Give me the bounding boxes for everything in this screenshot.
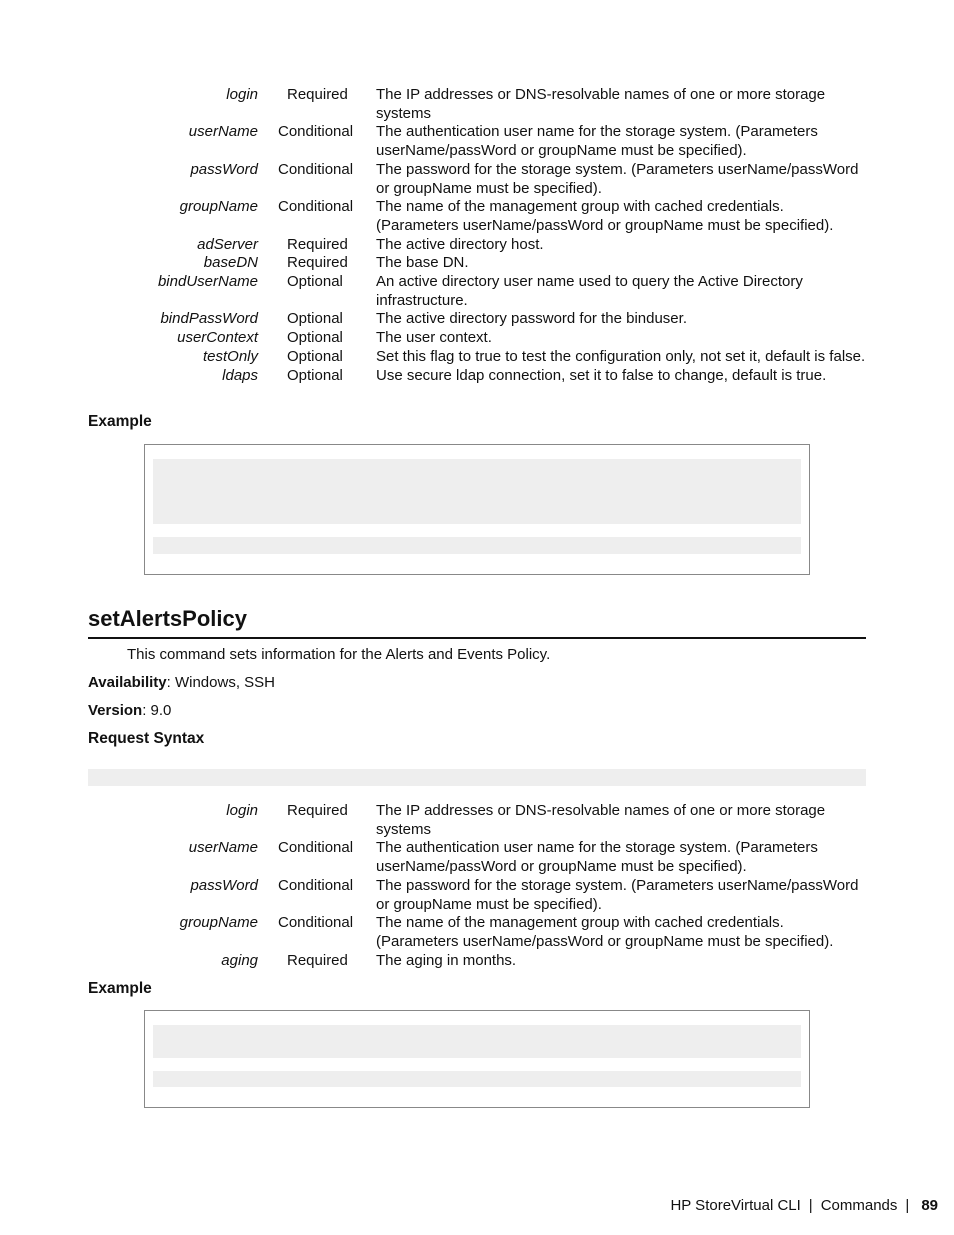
version-label: Version xyxy=(88,702,143,719)
section-rule xyxy=(88,637,866,639)
param-description: An active directory user name used to query the Active Directory infrastructure. xyxy=(376,273,803,309)
example-heading-1: Example xyxy=(88,413,152,430)
page-number: 89 xyxy=(921,1197,938,1214)
param-row xyxy=(88,161,868,198)
code-shade-block xyxy=(153,459,801,524)
param-description: The authentication user name for the storage system. (Parameters userName/passWord or groupName must be specified). xyxy=(376,123,818,160)
param-row xyxy=(88,86,868,123)
param-description: The base DN. xyxy=(376,254,469,272)
param-requirement: Required xyxy=(287,86,348,103)
param-description: The aging in months. xyxy=(376,951,517,969)
code-shade-line xyxy=(153,1071,801,1087)
param-row xyxy=(88,914,868,951)
param-name: userContext xyxy=(177,329,258,347)
param-name: passWord xyxy=(190,876,258,894)
param-description: The IP addresses or DNS-resolvable names of one or more storage systems xyxy=(376,802,826,838)
version-line xyxy=(88,702,171,719)
param-requirement: Optional xyxy=(287,347,343,365)
param-row xyxy=(88,254,868,273)
param-name: userName xyxy=(188,123,258,141)
example-code-box-1 xyxy=(144,444,810,575)
param-requirement: Optional xyxy=(287,329,343,347)
param-requirement: Optional xyxy=(287,366,343,384)
params-table-top xyxy=(88,86,868,385)
param-row xyxy=(88,329,868,348)
param-row xyxy=(88,273,868,310)
footer-separator: | xyxy=(905,1197,910,1214)
param-name: bindUserName xyxy=(157,273,258,291)
request-syntax-heading: Request Syntax xyxy=(88,730,205,747)
param-row xyxy=(88,952,868,971)
footer-chapter: Commands xyxy=(820,1197,898,1214)
param-requirement: Required xyxy=(287,951,348,969)
param-requirement: Conditional xyxy=(278,123,354,141)
param-name: passWord xyxy=(190,160,258,178)
param-name: adServer xyxy=(197,235,258,253)
param-requirement: Conditional xyxy=(278,160,354,178)
footer-product: HP StoreVirtual CLI xyxy=(670,1197,801,1214)
param-description: Set this flag to true to test the configuration only, not set it, default is false. xyxy=(376,347,866,365)
param-name: aging xyxy=(221,951,258,969)
param-name: login xyxy=(226,86,258,103)
param-requirement: Required xyxy=(287,235,348,253)
param-description: The active directory host. xyxy=(376,235,544,253)
param-description: The name of the management group with cached credentials. (Parameters userName/passWord or groupName must be specified). xyxy=(376,198,834,234)
param-requirement: Conditional xyxy=(278,914,354,932)
param-description: The authentication user name for the storage system. (Parameters userName/passWord or groupName must be specified). xyxy=(376,839,818,876)
example-code-box-2 xyxy=(144,1010,810,1108)
params-table-bottom xyxy=(88,802,868,970)
param-description: The IP addresses or DNS-resolvable names of one or more storage systems xyxy=(376,86,826,122)
param-description: The password for the storage system. (Parameters userName/passWord or groupName must be specified). xyxy=(376,160,859,197)
param-name: userName xyxy=(188,839,258,857)
param-requirement: Conditional xyxy=(278,198,354,216)
availability-line xyxy=(88,674,275,691)
param-name: bindPassWord xyxy=(160,310,258,328)
code-shade-line xyxy=(153,537,801,554)
param-row xyxy=(88,348,868,367)
param-description: The name of the management group with cached credentials. (Parameters userName/passWord or groupName must be specified). xyxy=(376,914,834,950)
param-requirement: Conditional xyxy=(278,876,354,894)
version-value: : 9.0 xyxy=(142,702,172,719)
example-heading-2: Example xyxy=(88,980,152,997)
param-description: Use secure ldap connection, set it to false to change, default is true. xyxy=(376,366,827,384)
param-row xyxy=(88,123,868,160)
param-row xyxy=(88,310,868,329)
code-shade-block xyxy=(153,1025,801,1058)
footer-separator: | xyxy=(808,1197,813,1214)
page-footer xyxy=(670,1197,938,1214)
param-name: baseDN xyxy=(203,254,258,272)
request-syntax-code xyxy=(88,769,866,786)
param-requirement: Required xyxy=(287,254,348,272)
param-description: The active directory password for the binduser. xyxy=(376,310,687,328)
availability-value: : Windows, SSH xyxy=(166,674,276,691)
param-requirement: Conditional xyxy=(278,839,354,857)
section-description: This command sets information for the Alerts and Events Policy. xyxy=(127,646,551,663)
param-name: groupName xyxy=(179,198,258,216)
param-row xyxy=(88,236,868,255)
param-description: The user context. xyxy=(376,329,492,347)
availability-label: Availability xyxy=(88,674,167,691)
param-name: login xyxy=(226,802,258,819)
param-row xyxy=(88,198,868,235)
param-row xyxy=(88,367,868,386)
param-description: The password for the storage system. (Parameters userName/passWord or groupName must be specified). xyxy=(376,876,859,913)
param-requirement: Optional xyxy=(287,310,343,328)
param-row xyxy=(88,802,868,839)
param-name: groupName xyxy=(179,914,258,932)
param-row xyxy=(88,839,868,876)
param-row xyxy=(88,877,868,914)
param-requirement: Optional xyxy=(287,273,343,291)
param-requirement: Required xyxy=(287,802,348,819)
section-title: setAlertsPolicy xyxy=(88,606,247,631)
param-name: testOnly xyxy=(202,347,258,365)
param-name: ldaps xyxy=(222,366,258,384)
